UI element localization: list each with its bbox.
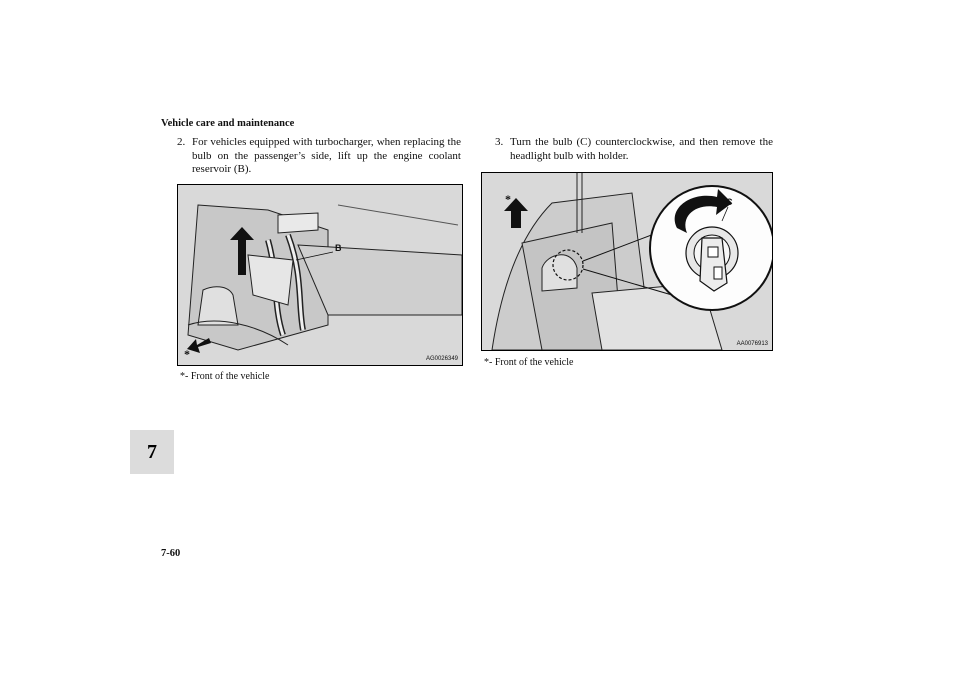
engine-bay-illustration (178, 185, 462, 365)
chapter-tab: 7 (130, 430, 174, 474)
step-text: For vehicles equipped with turbocharger, when replacing the bulb on the passenger’s side, lift up the engine coolant reservoir (B). (192, 136, 461, 175)
step-number: 2. (177, 136, 186, 148)
bulb-label: C (726, 197, 733, 207)
figure-caption: *- Front of the vehicle (484, 357, 574, 368)
step-2 (177, 136, 461, 177)
section-header: Vehicle care and maintenance (161, 118, 295, 129)
engine-coolant-reservoir-figure (177, 184, 463, 366)
front-marker: * (505, 192, 511, 206)
figure-code: AA0076913 (736, 341, 768, 347)
headlight-bulb-figure (481, 172, 773, 351)
step-text: Turn the bulb (C) counterclockwise, and then remove the headlight bulb with holder. (510, 136, 773, 162)
reservoir-label: B (335, 243, 342, 253)
page-number: 7-60 (161, 548, 181, 559)
figure-code: AG0026349 (425, 356, 458, 362)
step-number: 3. (495, 136, 504, 148)
figure-caption: *- Front of the vehicle (180, 371, 270, 382)
step-3 (495, 136, 773, 163)
front-marker: * (184, 347, 190, 361)
